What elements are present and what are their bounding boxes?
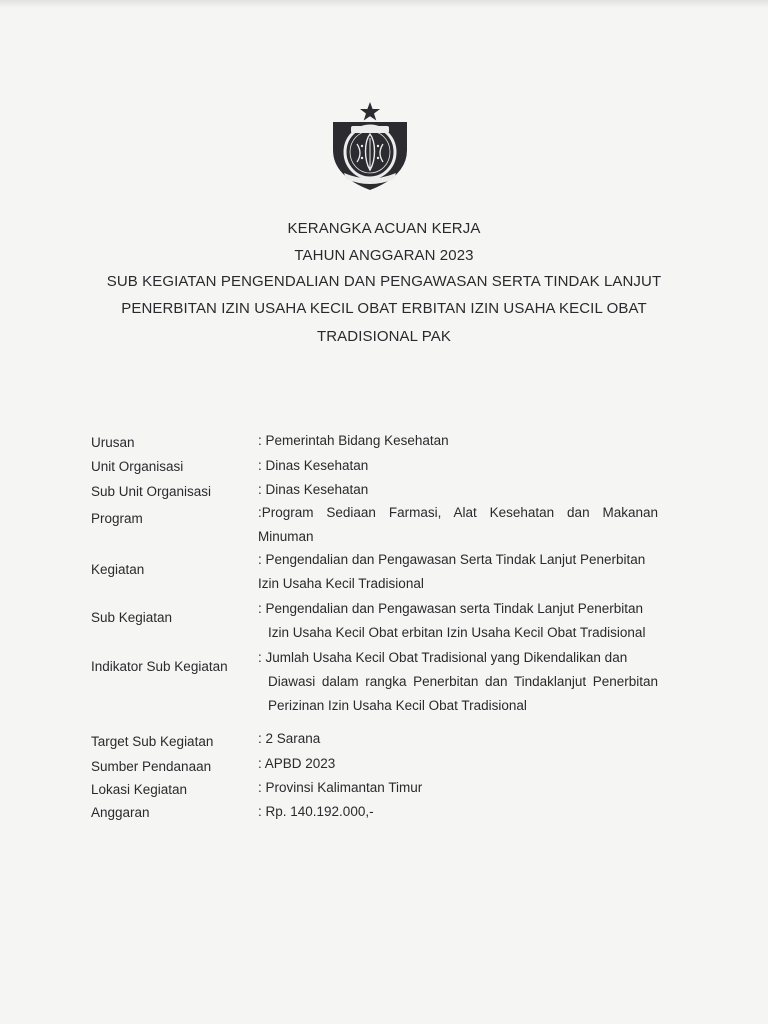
value-indikator-sub-kegiatan xyxy=(258,646,658,718)
doc-subtitle-line-3: TRADISIONAL PAK xyxy=(316,328,452,345)
value-sub-kegiatan-line-1: : Pengendalian dan Pengawasan serta Tindak Lanjut Penerbitan xyxy=(258,601,644,616)
value-indikator-rest: Diawasi dalam rangka Penerbitan dan Tindaklanjut Penerbitan Perizinan Izin Usaha Kecil Obat Tradisional xyxy=(268,674,658,713)
value-unit-organisasi: : Dinas Kesehatan xyxy=(258,458,369,473)
doc-subtitle-line-2: PENERBITAN IZIN USAHA KECIL OBAT ERBITAN IZIN USAHA KECIL OBAT xyxy=(121,300,647,317)
value-target-sub-kegiatan: : 2 Sarana xyxy=(258,731,321,746)
label-sub-unit-organisasi: Sub Unit Organisasi xyxy=(91,484,212,499)
value-sub-kegiatan xyxy=(258,597,658,645)
label-sumber-pendanaan: Sumber Pendanaan xyxy=(91,759,212,774)
label-anggaran: Anggaran xyxy=(91,805,150,820)
kaltim-emblem-logo xyxy=(329,100,411,192)
value-kegiatan: : Pengendalian dan Pengawasan Serta Tindak Lanjut Penerbitan Izin Usaha Kecil Tradisional xyxy=(258,552,646,591)
doc-fiscal-year: TAHUN ANGGARAN 2023 xyxy=(294,247,474,264)
label-target-sub-kegiatan: Target Sub Kegiatan xyxy=(91,734,214,749)
label-lokasi-kegiatan: Lokasi Kegiatan xyxy=(91,782,188,797)
label-kegiatan: Kegiatan xyxy=(91,562,145,577)
label-indikator-sub-kegiatan: Indikator Sub Kegiatan xyxy=(91,659,228,674)
value-program: :Program Sediaan Farmasi, Alat Kesehatan dan Makanan Minuman xyxy=(258,505,658,544)
label-unit-organisasi: Unit Organisasi xyxy=(91,459,184,474)
scan-edge-shadow xyxy=(0,0,768,8)
label-program: Program xyxy=(91,511,143,526)
value-urusan: : Pemerintah Bidang Kesehatan xyxy=(258,433,449,448)
doc-subtitle-line-1: SUB KEGIATAN PENGENDALIAN DAN PENGAWASAN SERTA TINDAK LANJUT xyxy=(106,273,662,290)
label-sub-kegiatan: Sub Kegiatan xyxy=(91,610,173,625)
value-indikator-line-1: : Jumlah Usaha Kecil Obat Tradisional yang Dikendalikan dan xyxy=(258,650,628,665)
value-sumber-pendanaan: : APBD 2023 xyxy=(258,756,336,771)
value-anggaran: : Rp. 140.192.000,- xyxy=(258,804,374,819)
doc-title: KERANGKA ACUAN KERJA xyxy=(287,220,481,237)
value-lokasi-kegiatan: : Provinsi Kalimantan Timur xyxy=(258,780,423,795)
value-sub-kegiatan-line-2: Izin Usaha Kecil Obat erbitan Izin Usaha Kecil Obat Tradisional xyxy=(268,625,646,640)
label-urusan: Urusan xyxy=(91,435,135,450)
value-sub-unit-organisasi: : Dinas Kesehatan xyxy=(258,482,369,497)
